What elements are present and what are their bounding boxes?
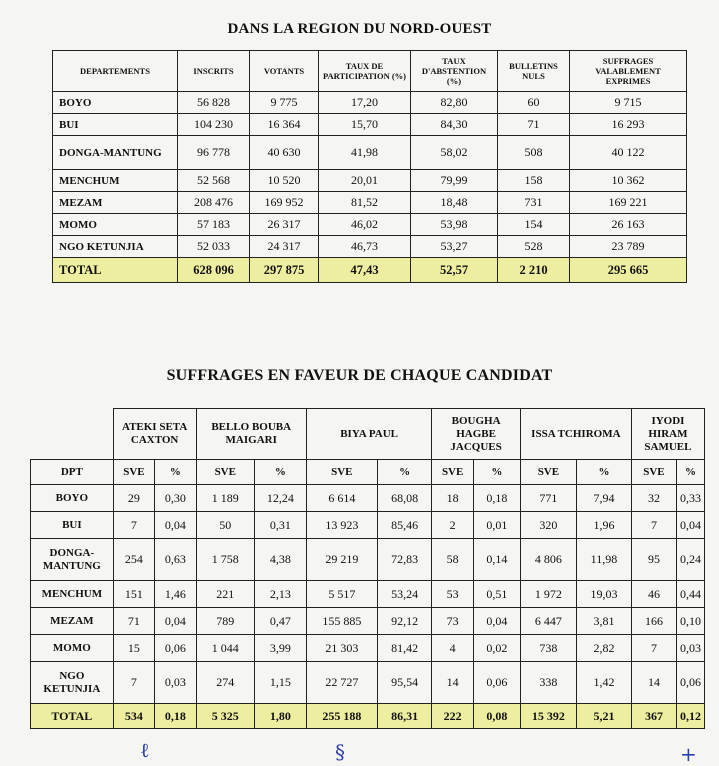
value-cell: 81,42: [377, 635, 432, 662]
value-cell: 52 033: [178, 236, 250, 258]
pct-header: %: [254, 460, 306, 485]
value-cell: 771: [520, 485, 576, 512]
value-cell: 274: [196, 662, 254, 704]
table-row: [31, 485, 705, 512]
dept-cell: MEZAM: [31, 608, 114, 635]
candidate-header-row: [31, 409, 705, 460]
value-cell: 79,99: [411, 170, 498, 192]
total-value: 86,31: [377, 704, 432, 729]
value-cell: 0,04: [155, 512, 196, 539]
pct-header: %: [677, 460, 705, 485]
total-value: 47,43: [319, 258, 411, 283]
value-cell: 9 775: [250, 92, 319, 114]
value-cell: 40 122: [570, 136, 687, 170]
candidate-name: BELLO BOUBA MAIGARI: [196, 409, 306, 460]
value-cell: 151: [113, 581, 154, 608]
value-cell: 60: [498, 92, 570, 114]
value-cell: 53,24: [377, 581, 432, 608]
value-cell: 0,06: [155, 635, 196, 662]
value-cell: 17,20: [319, 92, 411, 114]
value-cell: 4: [432, 635, 474, 662]
total-value: 367: [631, 704, 676, 729]
value-cell: 92,12: [377, 608, 432, 635]
total-value: 255 188: [306, 704, 377, 729]
value-cell: 18,48: [411, 192, 498, 214]
dept-cell: MEZAM: [53, 192, 178, 214]
value-cell: 46,02: [319, 214, 411, 236]
total-value: 15 392: [520, 704, 576, 729]
value-cell: 1,42: [577, 662, 632, 704]
value-cell: 0,33: [677, 485, 705, 512]
value-cell: 71: [498, 114, 570, 136]
value-cell: 58: [432, 539, 474, 581]
dept-cell: DONGA-MANTUNG: [31, 539, 114, 581]
value-cell: 46,73: [319, 236, 411, 258]
value-cell: 32: [631, 485, 676, 512]
value-cell: 1,96: [577, 512, 632, 539]
dept-cell: MOMO: [31, 635, 114, 662]
col-header: DEPARTEMENTS: [53, 51, 178, 92]
value-cell: 0,03: [677, 635, 705, 662]
results-table: [52, 50, 687, 283]
col-header: INSCRITS: [178, 51, 250, 92]
value-cell: 0,24: [677, 539, 705, 581]
value-cell: 4,38: [254, 539, 306, 581]
total-value: 222: [432, 704, 474, 729]
candidate-name: IYODI HIRAM SAMUEL: [631, 409, 704, 460]
value-cell: 1 972: [520, 581, 576, 608]
value-cell: 7: [631, 512, 676, 539]
candidate-name: ATEKI SETA CAXTON: [113, 409, 196, 460]
value-cell: 338: [520, 662, 576, 704]
candidates-table: [30, 408, 705, 729]
value-cell: 320: [520, 512, 576, 539]
total-row: [31, 704, 705, 729]
candidate-name: BIYA PAUL: [306, 409, 432, 460]
pct-header: %: [577, 460, 632, 485]
table-row: [31, 662, 705, 704]
pct-header: %: [377, 460, 432, 485]
value-cell: 46: [631, 581, 676, 608]
dept-cell: DONGA-MANTUNG: [53, 136, 178, 170]
value-cell: 0,18: [473, 485, 520, 512]
value-cell: 57 183: [178, 214, 250, 236]
value-cell: 16 364: [250, 114, 319, 136]
value-cell: 9 715: [570, 92, 687, 114]
pct-header: %: [155, 460, 196, 485]
total-value: 1,80: [254, 704, 306, 729]
value-cell: 53: [432, 581, 474, 608]
dept-cell: BUI: [53, 114, 178, 136]
value-cell: 72,83: [377, 539, 432, 581]
value-cell: 81,52: [319, 192, 411, 214]
table-row: [53, 114, 687, 136]
value-cell: 6 447: [520, 608, 576, 635]
total-value: 52,57: [411, 258, 498, 283]
table-row: [31, 635, 705, 662]
dept-cell: NGO KETUNJIA: [53, 236, 178, 258]
value-cell: 58,02: [411, 136, 498, 170]
table-row: [53, 92, 687, 114]
value-cell: 20,01: [319, 170, 411, 192]
value-cell: 10 520: [250, 170, 319, 192]
col-header: VOTANTS: [250, 51, 319, 92]
value-cell: 29 219: [306, 539, 377, 581]
value-cell: 0,47: [254, 608, 306, 635]
value-cell: 13 923: [306, 512, 377, 539]
value-cell: 789: [196, 608, 254, 635]
value-cell: 16 293: [570, 114, 687, 136]
value-cell: 95: [631, 539, 676, 581]
value-cell: 221: [196, 581, 254, 608]
value-cell: 3,81: [577, 608, 632, 635]
value-cell: 26 317: [250, 214, 319, 236]
total-value: 5 325: [196, 704, 254, 729]
empty-corner: [31, 409, 114, 460]
value-cell: 11,98: [577, 539, 632, 581]
value-cell: 7,94: [577, 485, 632, 512]
value-cell: 1 189: [196, 485, 254, 512]
pct-header: %: [473, 460, 520, 485]
dept-cell: MENCHUM: [53, 170, 178, 192]
value-cell: 2,82: [577, 635, 632, 662]
title-candidates: SUFFRAGES EN FAVEUR DE CHAQUE CANDIDAT: [166, 367, 553, 384]
value-cell: 26 163: [570, 214, 687, 236]
value-cell: 254: [113, 539, 154, 581]
value-cell: 15: [113, 635, 154, 662]
total-value: 0,12: [677, 704, 705, 729]
value-cell: 2,13: [254, 581, 306, 608]
value-cell: 53,98: [411, 214, 498, 236]
value-cell: 15,70: [319, 114, 411, 136]
value-cell: 208 476: [178, 192, 250, 214]
value-cell: 41,98: [319, 136, 411, 170]
dpt-header: DPT: [31, 460, 114, 485]
table-row: [53, 136, 687, 170]
total-value: 2 210: [498, 258, 570, 283]
col-header: BULLETINS NULS: [498, 51, 570, 92]
candidate-name: ISSA TCHIROMA: [520, 409, 631, 460]
total-label: TOTAL: [53, 258, 178, 283]
total-value: 0,08: [473, 704, 520, 729]
table-row: [31, 512, 705, 539]
value-cell: 0,44: [677, 581, 705, 608]
sve-header: SVE: [520, 460, 576, 485]
dept-cell: BOYO: [53, 92, 178, 114]
value-cell: 158: [498, 170, 570, 192]
total-value: 534: [113, 704, 154, 729]
value-cell: 0,51: [473, 581, 520, 608]
dept-cell: MOMO: [53, 214, 178, 236]
value-cell: 2: [432, 512, 474, 539]
value-cell: 5 517: [306, 581, 377, 608]
value-cell: 71: [113, 608, 154, 635]
sve-header: SVE: [432, 460, 474, 485]
value-cell: 0,30: [155, 485, 196, 512]
col-header: TAUX DE PARTICIPATION (%): [319, 51, 411, 92]
value-cell: 169 221: [570, 192, 687, 214]
total-value: 628 096: [178, 258, 250, 283]
table-header-row: [53, 51, 687, 92]
value-cell: 0,04: [677, 512, 705, 539]
sve-header: SVE: [631, 460, 676, 485]
col-header: SUFFRAGES VALABLEMENT EXPRIMES: [570, 51, 687, 92]
table-row: [53, 192, 687, 214]
total-label: TOTAL: [31, 704, 114, 729]
value-cell: 0,01: [473, 512, 520, 539]
total-value: 297 875: [250, 258, 319, 283]
title-region: DANS LA REGION DU NORD-OUEST: [227, 21, 492, 37]
value-cell: 21 303: [306, 635, 377, 662]
value-cell: 1 044: [196, 635, 254, 662]
value-cell: 7: [631, 635, 676, 662]
value-cell: 68,08: [377, 485, 432, 512]
dept-cell: MENCHUM: [31, 581, 114, 608]
value-cell: 7: [113, 512, 154, 539]
col-header: TAUX D'ABSTENTION (%): [411, 51, 498, 92]
value-cell: 82,80: [411, 92, 498, 114]
value-cell: 18: [432, 485, 474, 512]
value-cell: 10 362: [570, 170, 687, 192]
total-value: 0,18: [155, 704, 196, 729]
value-cell: 40 630: [250, 136, 319, 170]
total-value: 5,21: [577, 704, 632, 729]
signature-mark: +: [680, 742, 697, 766]
value-cell: 166: [631, 608, 676, 635]
value-cell: 0,10: [677, 608, 705, 635]
sub-header-row: [31, 460, 705, 485]
value-cell: 1,15: [254, 662, 306, 704]
value-cell: 154: [498, 214, 570, 236]
value-cell: 23 789: [570, 236, 687, 258]
table-row: [53, 170, 687, 192]
value-cell: 3,99: [254, 635, 306, 662]
value-cell: 84,30: [411, 114, 498, 136]
value-cell: 1 758: [196, 539, 254, 581]
sve-header: SVE: [113, 460, 154, 485]
value-cell: 0,31: [254, 512, 306, 539]
value-cell: 0,06: [677, 662, 705, 704]
dept-cell: NGO KETUNJIA: [31, 662, 114, 704]
total-value: 295 665: [570, 258, 687, 283]
value-cell: 528: [498, 236, 570, 258]
value-cell: 155 885: [306, 608, 377, 635]
sve-header: SVE: [196, 460, 254, 485]
value-cell: 12,24: [254, 485, 306, 512]
value-cell: 52 568: [178, 170, 250, 192]
value-cell: 7: [113, 662, 154, 704]
dept-cell: BOYO: [31, 485, 114, 512]
value-cell: 0,04: [155, 608, 196, 635]
value-cell: 96 778: [178, 136, 250, 170]
value-cell: 73: [432, 608, 474, 635]
value-cell: 731: [498, 192, 570, 214]
value-cell: 0,06: [473, 662, 520, 704]
value-cell: 0,03: [155, 662, 196, 704]
value-cell: 169 952: [250, 192, 319, 214]
value-cell: 738: [520, 635, 576, 662]
value-cell: 0,14: [473, 539, 520, 581]
table-row: [31, 539, 705, 581]
value-cell: 19,03: [577, 581, 632, 608]
total-row: [53, 258, 687, 283]
value-cell: 0,04: [473, 608, 520, 635]
value-cell: 14: [631, 662, 676, 704]
value-cell: 0,63: [155, 539, 196, 581]
value-cell: 85,46: [377, 512, 432, 539]
value-cell: 104 230: [178, 114, 250, 136]
value-cell: 14: [432, 662, 474, 704]
table-row: [31, 608, 705, 635]
value-cell: 53,27: [411, 236, 498, 258]
table-row: [53, 214, 687, 236]
table-row: [53, 236, 687, 258]
value-cell: 0,02: [473, 635, 520, 662]
value-cell: 22 727: [306, 662, 377, 704]
value-cell: 6 614: [306, 485, 377, 512]
value-cell: 24 317: [250, 236, 319, 258]
value-cell: 56 828: [178, 92, 250, 114]
value-cell: 50: [196, 512, 254, 539]
value-cell: 29: [113, 485, 154, 512]
value-cell: 4 806: [520, 539, 576, 581]
table-row: [31, 581, 705, 608]
signature-mark: ℓ: [140, 738, 150, 762]
sve-header: SVE: [306, 460, 377, 485]
value-cell: 95,54: [377, 662, 432, 704]
dept-cell: BUI: [31, 512, 114, 539]
value-cell: 1,46: [155, 581, 196, 608]
signature-mark: §: [335, 740, 345, 764]
candidate-name: BOUGHA HAGBE JACQUES: [432, 409, 520, 460]
value-cell: 508: [498, 136, 570, 170]
